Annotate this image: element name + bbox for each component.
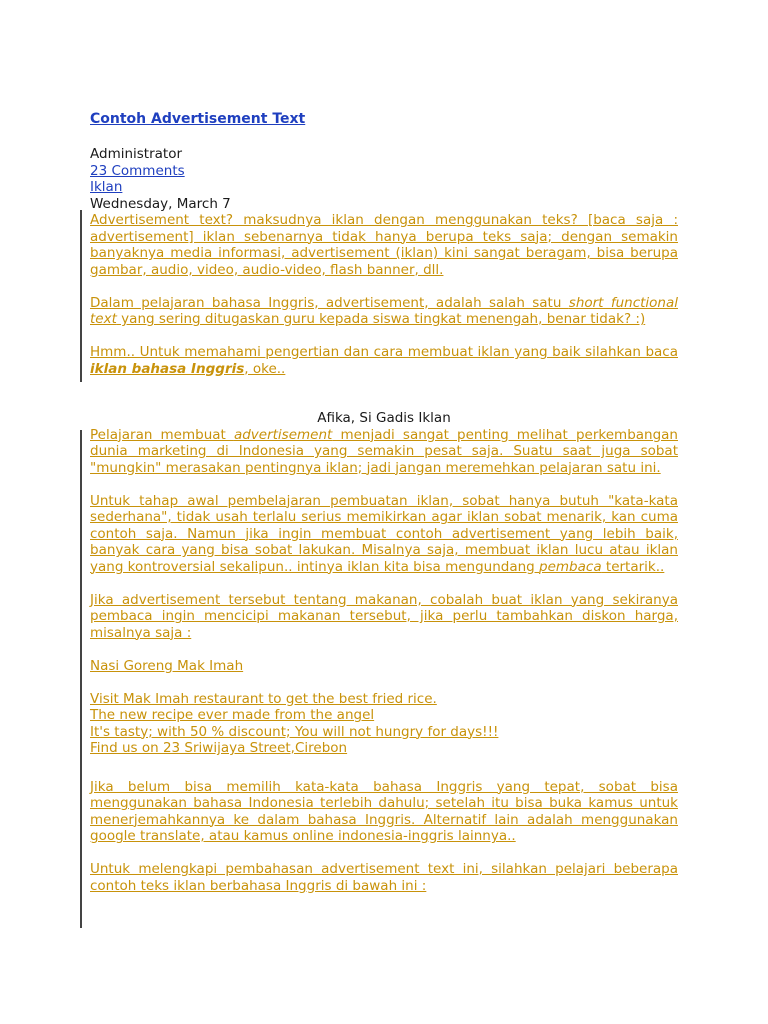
iklan-bahasa-inggris-link[interactable]: iklan bahasa Inggris: [90, 360, 245, 377]
ad-title[interactable]: Nasi Goreng Mak Imah: [90, 657, 244, 674]
ad-line[interactable]: Visit Mak Imah restaurant to get the best fried rice.: [90, 690, 437, 707]
article-title-link[interactable]: Contoh Advertisement Text: [90, 111, 306, 127]
intro-p2-italic: short functional text: [90, 294, 679, 327]
s2-p2-italic: pembaca: [539, 558, 602, 575]
intro-p3-text-before: Hmm.. Untuk memahami pengertian dan cara membuat iklan yang baik silahkan baca: [90, 344, 678, 360]
image-caption: Afika, Si Gadis Iklan: [317, 410, 451, 426]
ad-line[interactable]: The new recipe ever made from the angel: [90, 707, 375, 723]
s2-p1-text-after: menjadi sangat penting melihat perkembangan dunia marketing di Indonesia yang semakin pesat saja. Suatu saat juga sobat "mungkin" merasakan pentingnya iklan; jadi jangan meremehkan pelajaran satu ini.: [90, 426, 678, 476]
section3-paragraph-2[interactable]: Untuk melengkapi pembahasan advertisement text ini, silahkan pelajari beberapa contoh teks iklan berbahasa Inggris di bawah ini :: [90, 861, 678, 894]
ad-line[interactable]: Find us on 23 Sriwijaya Street,Cirebon: [90, 740, 348, 756]
intro-p3-text-after: , oke..: [244, 360, 286, 377]
section2-paragraph-3[interactable]: Jika advertisement tersebut tentang makanan, cobalah buat iklan yang sekiranya pembaca ingin mencicipi makanan tersebut, jika perlu tambahkan diskon harga, misalnya saja :: [90, 591, 678, 641]
section-3: [90, 779, 678, 895]
author-name: Administrator: [90, 146, 183, 162]
intro-paragraph-2[interactable]: [90, 295, 678, 328]
ad-line[interactable]: It's tasty; with 50 % discount; You will not hungry for days!!!: [90, 723, 499, 740]
s2-p2-text-after: tertarik..: [601, 558, 665, 575]
category-link[interactable]: Iklan: [90, 179, 123, 195]
section3-paragraph-1[interactable]: Jika belum bisa memilih kata-kata bahasa Inggris yang tepat, sobat bisa menggunakan bahasa Indonesia terlebih dahulu; setelah itu bisa buka kamus untuk menerjemahkannya ke dalam bahasa Inggris. Alternatif lain adalah menggunakan google translate, atau kamus online indonesia-inggris lainnya..: [90, 778, 678, 844]
s2-p1-italic: advertisement: [233, 426, 333, 443]
section2-paragraph-2[interactable]: [90, 493, 678, 576]
intro-paragraph-1[interactable]: Advertisement text? maksudnya iklan dengan menggunakan teks? [baca saja : advertisement] iklan sebenarnya tidak hanya berupa teks saja; dengan semakin banyaknya media informasi, advertisement (iklan) kini sangat beragam, bisa berupa gambar, audio, video, audio-video, flash banner, dll.: [90, 212, 678, 278]
article: [90, 110, 678, 894]
section-2: [90, 427, 678, 757]
intro-p2-text-before: Dalam pelajaran bahasa Inggris, advertisement, adalah salah satu: [90, 294, 569, 311]
post-date: Wednesday, March 7: [90, 195, 231, 212]
intro-p2-text-after: yang sering ditugaskan guru kepada siswa tingkat menengah, benar tidak? :): [116, 311, 646, 327]
quote-bar-top: [80, 210, 82, 382]
intro-section: [90, 212, 678, 377]
intro-paragraph-3[interactable]: [90, 344, 678, 377]
article-meta: [90, 146, 678, 212]
s2-p1-text-before: Pelajaran membuat: [90, 426, 234, 443]
quote-bar-bottom: [80, 430, 82, 928]
section2-paragraph-1[interactable]: [90, 427, 678, 477]
s2-p2-text-before: Untuk tahap awal pembelajaran pembuatan iklan, sobat hanya butuh "kata-kata sederhana", tidak usah terlalu serius memikirkan agar iklan sobat menarik, kan cuma contoh saja. Namun jika ingin membuat contoh advertisement yang lebih baik, banyak cara yang bisa sobat lakukan. Misalnya saja, membuat iklan lucu atau iklan yang kontroversial sekalipun.. intinya iklan kita bisa mengundang: [90, 492, 678, 575]
comments-link[interactable]: 23 Comments: [90, 162, 185, 179]
